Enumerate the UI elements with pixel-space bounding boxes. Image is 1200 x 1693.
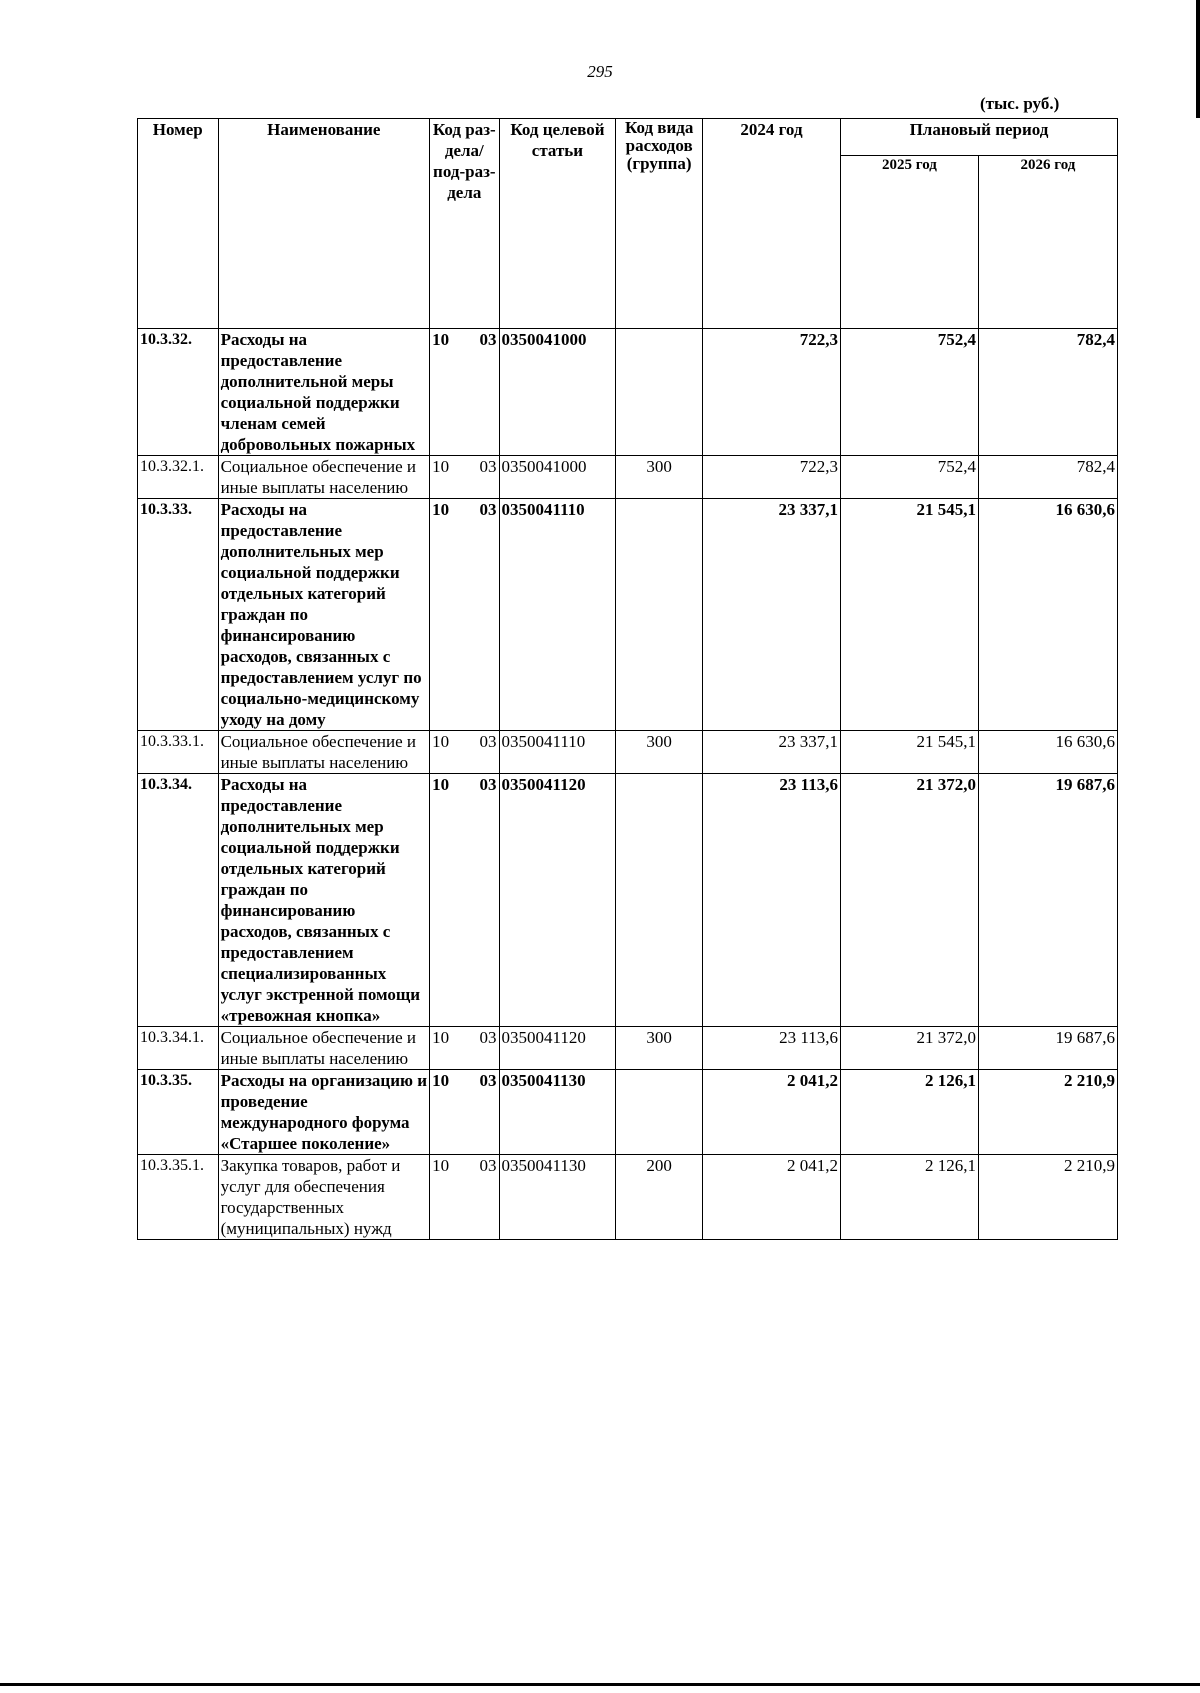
row-target-code: 0350041120 <box>499 1027 616 1070</box>
row-amount-2025: 752,4 <box>840 329 978 456</box>
row-amount-2024: 2 041,2 <box>702 1070 840 1155</box>
row-section-code <box>430 731 499 774</box>
row-target-code: 0350041120 <box>499 774 616 1027</box>
row-name: Расходы на предоставление дополнительных мер социальной поддержки отдельных категорий граждан по финансированию расходов, связанных с предоставлением специализированных услуг экстренной помощи «тревожная кнопка» <box>218 774 430 1027</box>
row-section-code <box>430 1155 499 1240</box>
row-expense-code <box>616 499 703 731</box>
row-expense-code <box>616 774 703 1027</box>
row-name: Социальное обеспечение и иные выплаты населению <box>218 1027 430 1070</box>
row-name: Социальное обеспечение и иные выплаты населению <box>218 456 430 499</box>
row-number: 10.3.32.1. <box>138 456 219 499</box>
row-expense-code: 200 <box>616 1155 703 1240</box>
row-section: 10 <box>432 1156 450 1175</box>
row-amount-2025: 21 372,0 <box>840 1027 978 1070</box>
row-amount-2024: 722,3 <box>702 329 840 456</box>
row-number: 10.3.34. <box>138 774 219 1027</box>
row-number: 10.3.35.1. <box>138 1155 219 1240</box>
row-subsection: 03 <box>479 1071 497 1090</box>
header-year-2024: 2024 год <box>702 119 840 329</box>
header-number: Номер <box>138 119 219 329</box>
table-row <box>138 1155 1118 1240</box>
row-section: 10 <box>432 775 450 794</box>
row-amount-2025: 21 545,1 <box>840 499 978 731</box>
row-amount-2025: 752,4 <box>840 456 978 499</box>
row-number: 10.3.35. <box>138 1070 219 1155</box>
row-number: 10.3.33. <box>138 499 219 731</box>
row-target-code: 0350041000 <box>499 456 616 499</box>
row-target-code: 0350041000 <box>499 329 616 456</box>
row-expense-code <box>616 329 703 456</box>
row-amount-2026: 2 210,9 <box>978 1070 1117 1155</box>
table-row <box>138 1070 1118 1155</box>
row-section-code <box>430 1027 499 1070</box>
row-amount-2026: 16 630,6 <box>978 499 1117 731</box>
row-section-code <box>430 329 499 456</box>
row-amount-2026: 16 630,6 <box>978 731 1117 774</box>
row-section-code <box>430 456 499 499</box>
header-planned-period: Плановый период <box>840 119 1117 156</box>
row-expense-code: 300 <box>616 1027 703 1070</box>
header-expense-code: Код вида расходов (группа) <box>616 119 703 329</box>
row-expense-code: 300 <box>616 456 703 499</box>
row-subsection: 03 <box>479 1028 497 1047</box>
table-row <box>138 731 1118 774</box>
row-amount-2026: 782,4 <box>978 456 1117 499</box>
row-section-code <box>430 774 499 1027</box>
row-amount-2025: 2 126,1 <box>840 1155 978 1240</box>
row-target-code: 0350041110 <box>499 731 616 774</box>
row-number: 10.3.32. <box>138 329 219 456</box>
table-body <box>138 329 1118 1240</box>
table-row <box>138 1027 1118 1070</box>
table-row <box>138 774 1118 1027</box>
header-target-code: Код целевой статьи <box>499 119 616 329</box>
header-year-2026: 2026 год <box>978 156 1117 329</box>
table-row <box>138 456 1118 499</box>
row-amount-2024: 23 113,6 <box>702 774 840 1027</box>
row-name: Расходы на предоставление дополнительной меры социальной поддержки членам семей добровольных пожарных <box>218 329 430 456</box>
table-row <box>138 499 1118 731</box>
header-year-2025: 2025 год <box>840 156 978 329</box>
row-name: Расходы на предоставление дополнительных мер социальной поддержки отдельных категорий граждан по финансированию расходов, связанных с предоставлением услуг по социально-медицинскому уходу на дому <box>218 499 430 731</box>
table-row <box>138 329 1118 456</box>
row-amount-2024: 23 337,1 <box>702 731 840 774</box>
row-section: 10 <box>432 457 450 476</box>
row-amount-2026: 2 210,9 <box>978 1155 1117 1240</box>
header-row <box>138 119 1118 156</box>
row-section: 10 <box>432 1028 450 1047</box>
row-section-code <box>430 499 499 731</box>
row-amount-2024: 23 337,1 <box>702 499 840 731</box>
row-amount-2024: 2 041,2 <box>702 1155 840 1240</box>
scan-edge-line <box>1196 0 1200 118</box>
row-amount-2026: 19 687,6 <box>978 1027 1117 1070</box>
row-target-code: 0350041110 <box>499 499 616 731</box>
row-target-code: 0350041130 <box>499 1070 616 1155</box>
row-section: 10 <box>432 1071 450 1090</box>
units-label: (тыс. руб.) <box>980 94 1060 113</box>
row-amount-2026: 19 687,6 <box>978 774 1117 1027</box>
header-name: Наименование <box>218 119 430 329</box>
budget-table <box>137 118 1118 1240</box>
row-expense-code: 300 <box>616 731 703 774</box>
scan-bottom-line <box>0 1683 1200 1686</box>
row-expense-code <box>616 1070 703 1155</box>
row-amount-2025: 21 545,1 <box>840 731 978 774</box>
row-subsection: 03 <box>479 775 497 794</box>
row-name: Социальное обеспечение и иные выплаты населению <box>218 731 430 774</box>
row-subsection: 03 <box>479 330 497 349</box>
row-amount-2024: 23 113,6 <box>702 1027 840 1070</box>
row-amount-2025: 2 126,1 <box>840 1070 978 1155</box>
row-section: 10 <box>432 330 450 349</box>
row-number: 10.3.34.1. <box>138 1027 219 1070</box>
row-amount-2024: 722,3 <box>702 456 840 499</box>
row-section-code <box>430 1070 499 1155</box>
row-target-code: 0350041130 <box>499 1155 616 1240</box>
row-section: 10 <box>432 732 450 751</box>
row-section: 10 <box>432 500 450 519</box>
row-name: Расходы на организацию и проведение международного форума «Старшее поколение» <box>218 1070 430 1155</box>
row-subsection: 03 <box>479 1156 497 1175</box>
row-amount-2025: 21 372,0 <box>840 774 978 1027</box>
row-name: Закупка товаров, работ и услуг для обеспечения государственных (муниципальных) нужд <box>218 1155 430 1240</box>
row-amount-2026: 782,4 <box>978 329 1117 456</box>
header-section-code: Код раз-дела/ под-раз-дела <box>430 119 499 329</box>
row-subsection: 03 <box>479 732 497 751</box>
page-number: 295 <box>587 62 613 81</box>
row-number: 10.3.33.1. <box>138 731 219 774</box>
row-subsection: 03 <box>479 500 497 519</box>
row-subsection: 03 <box>479 457 497 476</box>
